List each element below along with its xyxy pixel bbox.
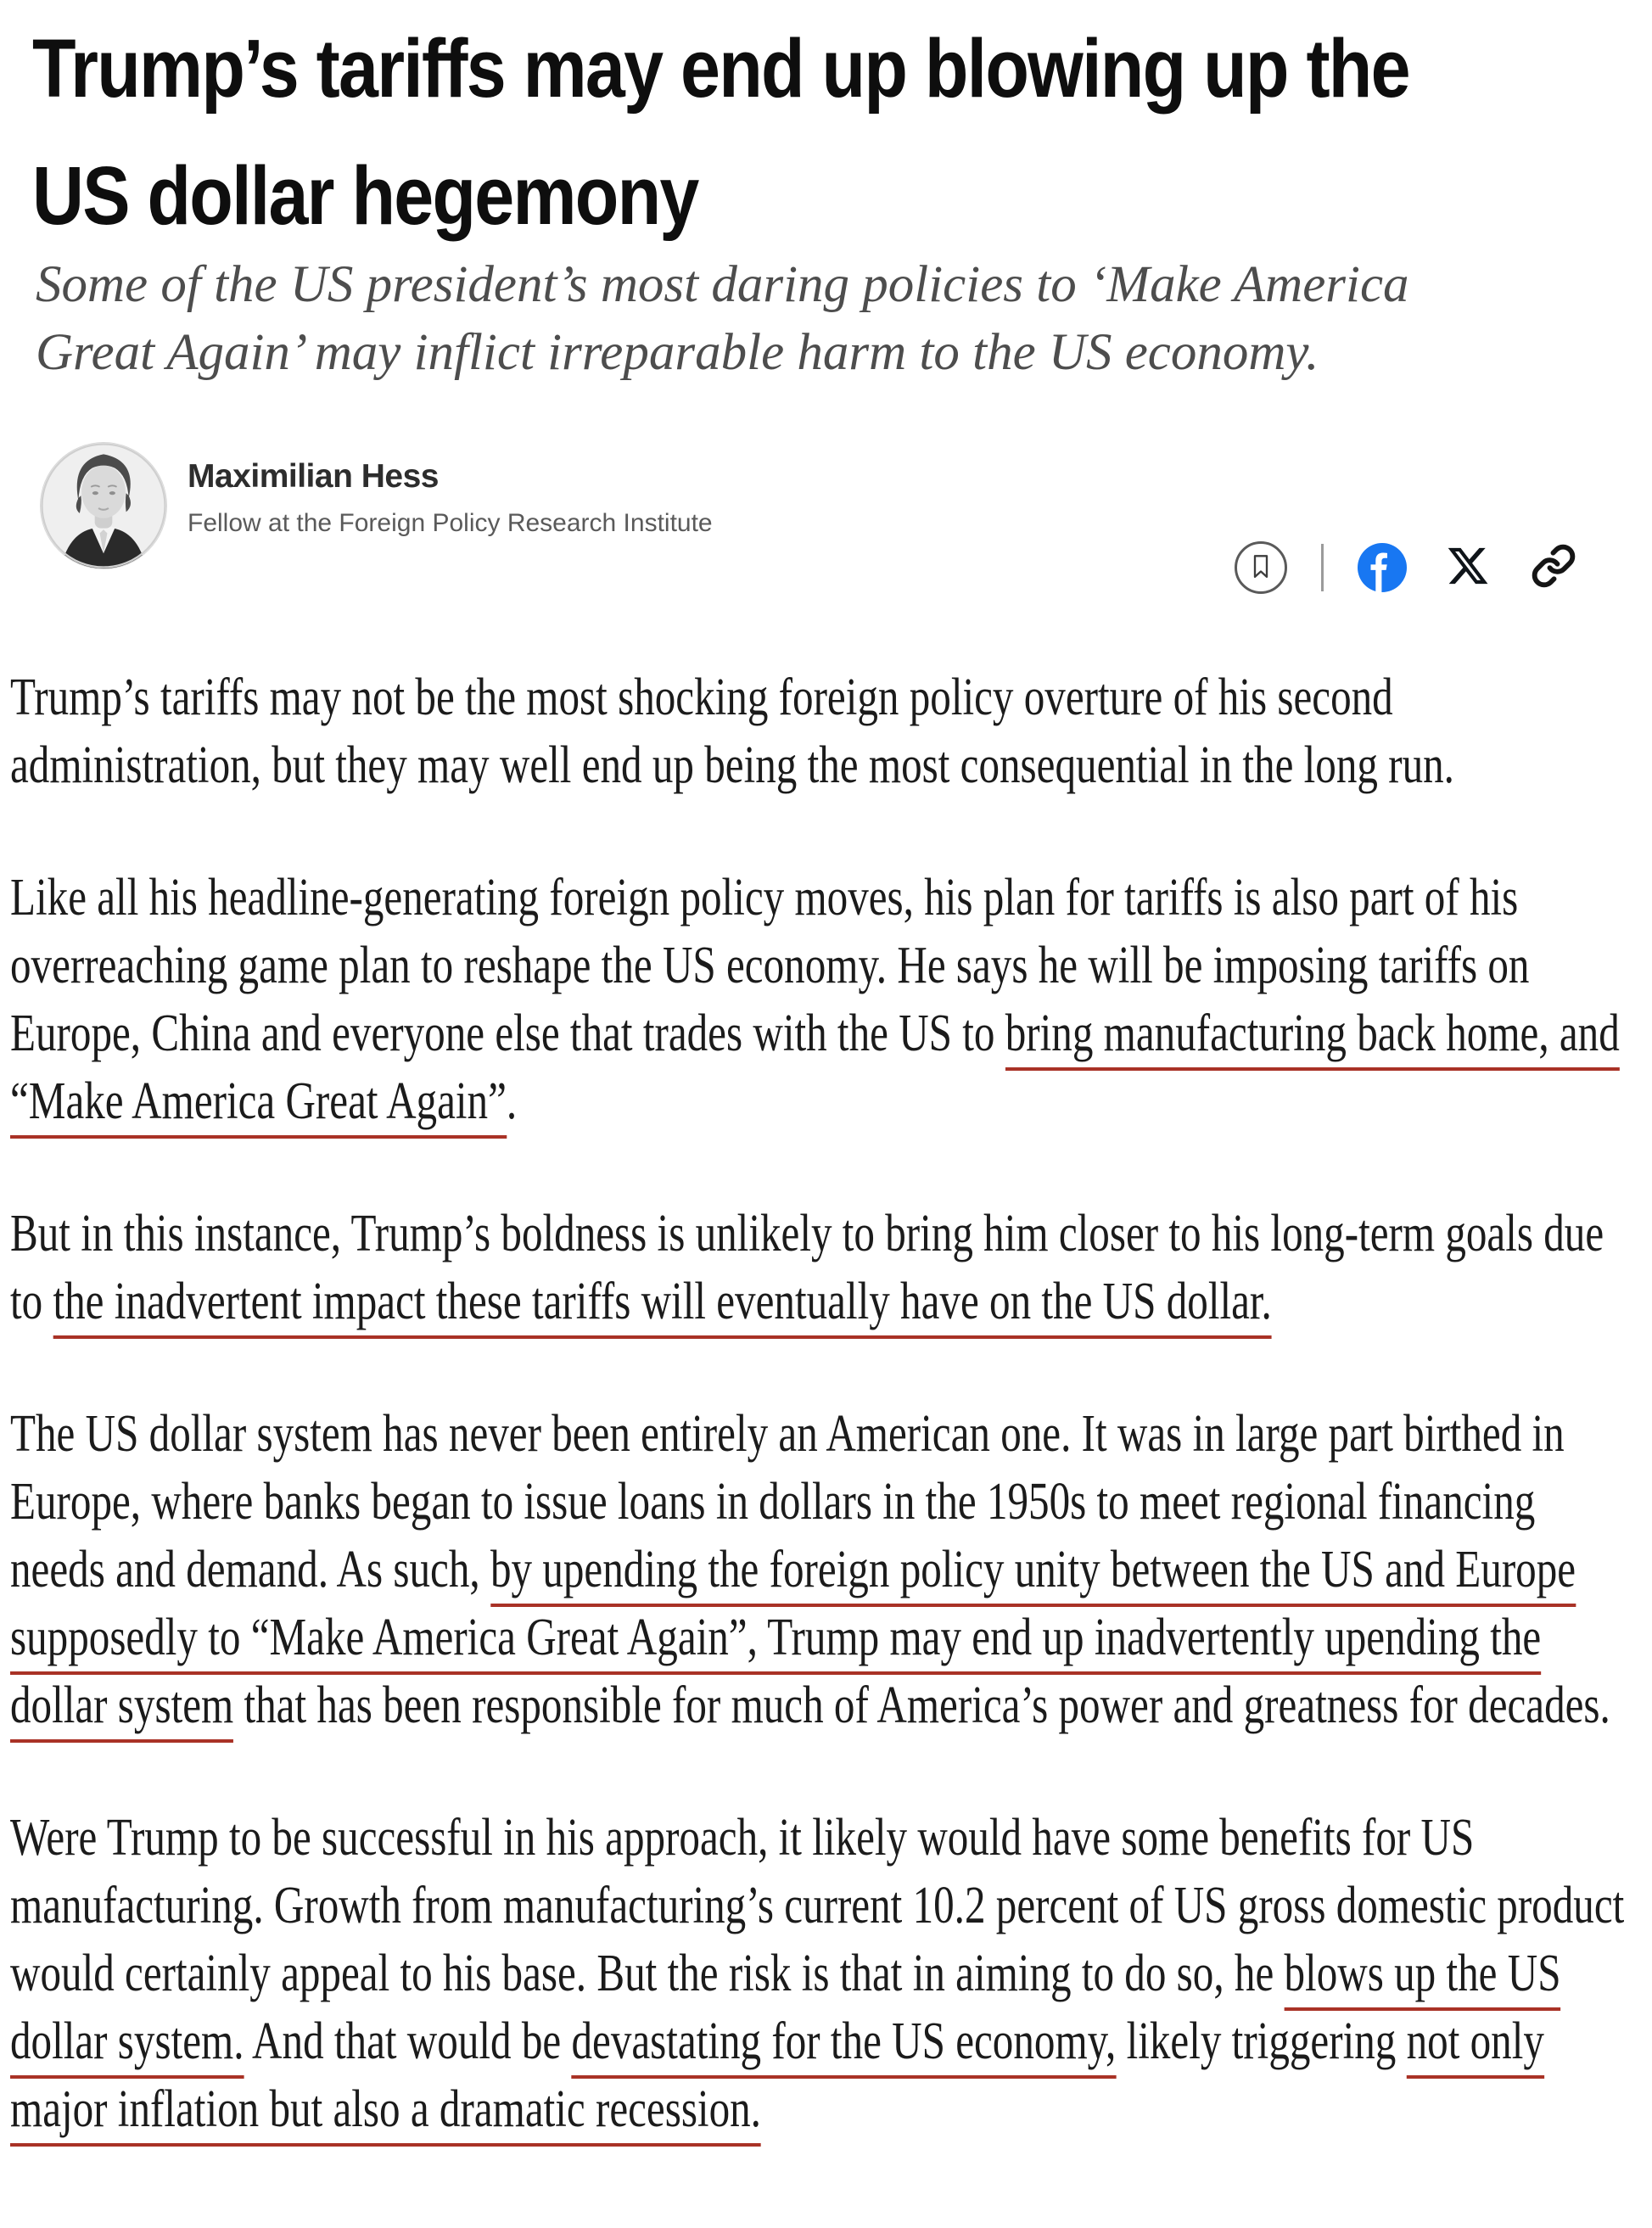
share-divider [1321, 544, 1324, 591]
article-link[interactable]: blows up the US dollar system. [10, 1945, 1561, 2079]
author-avatar [41, 443, 166, 568]
x-twitter-icon [1446, 544, 1490, 592]
save-article-button[interactable] [1235, 541, 1287, 594]
article-body [10, 663, 1637, 2208]
author-portrait-image [41, 443, 166, 568]
article-text: Were Trump to be successful in his approach, it likely would have some benefits for US manufacturing. Growth from manufacturing’s current 10.2 percent of US gross domestic product would certainly appeal to his base. But the risk is that in aiming to do so, he [10, 1809, 1625, 2002]
article-text: But in this instance, Trump’s boldness is unlikely to bring him closer to his long-term goals due to [10, 1205, 1604, 1330]
article-subtitle: Some of the US president’s most daring policies to ‘Make America Great Again’ may inflict irreparable harm to the US economy. [36, 256, 1409, 381]
article-paragraph [10, 663, 1637, 799]
article-text: Like all his headline-generating foreign policy moves, his plan for tariffs is also part of his overreaching game plan to reshape the US economy. He says he will be imposing tariffs on Europe, China and everyone else that trades with the US to [10, 869, 1530, 1062]
share-facebook-button[interactable] [1358, 543, 1407, 592]
article-link[interactable]: not only major inflation but also a dramatic recession. [10, 2012, 1544, 2147]
article-link[interactable]: by upending the foreign policy unity between the US and Europe supposedly to “Make America Great Again”, Trump may end up inadvertently upending the dollar system [10, 1541, 1576, 1743]
article-text: . [506, 1072, 518, 1130]
copy-link-icon [1531, 543, 1576, 593]
article-paragraph [10, 1400, 1637, 1739]
author-role: Fellow at the Foreign Policy Research Institute [188, 509, 713, 537]
article-text: And that would be [244, 2012, 572, 2070]
share-toolbar [1235, 538, 1576, 597]
author-name[interactable]: Maximilian Hess [188, 458, 439, 495]
article-paragraph [10, 1200, 1637, 1335]
copy-link-button[interactable] [1531, 545, 1576, 591]
facebook-icon [1358, 581, 1407, 596]
article-link[interactable]: the inadvertent impact these tariffs will eventually have on the US dollar. [53, 1273, 1271, 1339]
article-text: that has been responsible for much of America’s power and greatness for decades. [233, 1677, 1610, 1734]
article-paragraph [10, 1804, 1637, 2143]
article-text: likely triggering [1116, 2012, 1407, 2070]
article-text: The US dollar system has never been entirely an American one. It was in large part birthed in Europe, where banks began to issue loans in dollars in the 1950s to meet regional financing needs and demand. As such, [10, 1405, 1565, 1598]
article-title: Trump’s tariffs may end up blowing up the US dollar hegemony [32, 22, 1409, 242]
bookmark-icon [1249, 552, 1273, 584]
article-link[interactable]: devastating for the US economy, [571, 2012, 1116, 2079]
article-text: Trump’s tariffs may not be the most shocking foreign policy overture of his second administration, but they may well end up being the most consequential in the long run. [10, 669, 1454, 794]
article-paragraph [10, 864, 1637, 1135]
share-x-button[interactable] [1446, 546, 1490, 590]
article-link[interactable]: bring manufacturing back home, and “Make America Great Again” [10, 1005, 1620, 1139]
